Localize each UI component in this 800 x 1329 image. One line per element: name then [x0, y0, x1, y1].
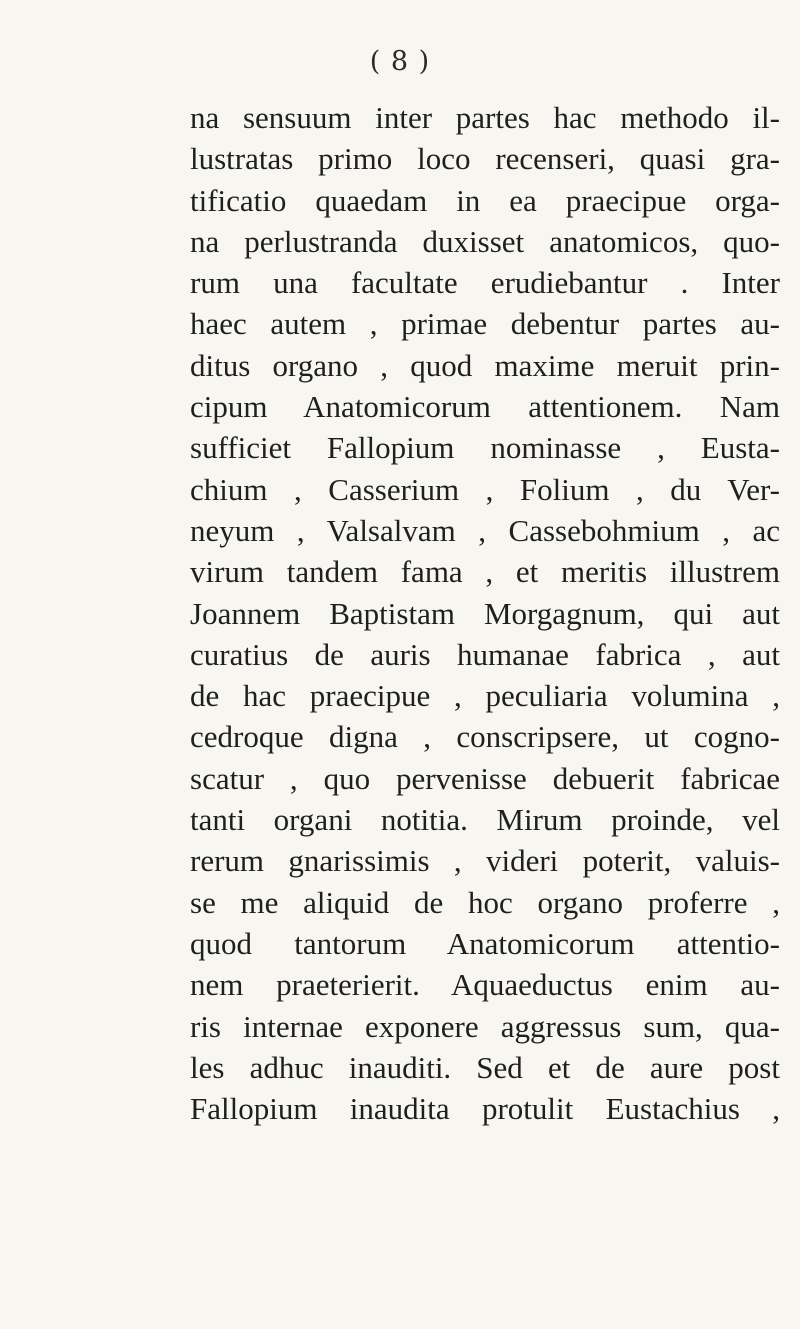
text-line: virum tandem fama , et meritis illustrem	[190, 554, 780, 590]
body-text	[190, 97, 780, 1129]
text-line: rum una facultate erudiebantur . Inter	[190, 265, 780, 301]
text-line: na perlustranda duxisset anatomicos, quo-	[190, 223, 780, 259]
text-line: tanti organi notitia. Mirum proinde, vel	[190, 802, 780, 838]
text-line: curatius de auris humanae fabrica , aut	[190, 636, 780, 672]
text-line: ris internae exponere aggressus sum, qua-	[190, 1008, 780, 1044]
text-line: tificatio quaedam in ea praecipue orga-	[190, 182, 780, 218]
text-line: Fallopium inaudita protulit Eustachius ,	[190, 1091, 780, 1127]
text-line: nem praeterierit. Aquaeductus enim au-	[190, 967, 780, 1003]
text-line: cedroque digna , conscripsere, ut cogno-	[190, 719, 780, 755]
text-line: na sensuum inter partes hac methodo il-	[190, 100, 780, 135]
text-line: ditus organo , quod maxime meruit prin-	[190, 347, 780, 383]
text-line: de hac praecipue , peculiaria volumina ,	[190, 678, 780, 714]
text-line: se me aliquid de hoc organo proferre ,	[190, 884, 780, 920]
text-line: haec autem , primae debentur partes au-	[190, 306, 780, 342]
page-number: ( 8 )	[369, 46, 431, 77]
text-line: sufficiet Fallopium nominasse , Eusta-	[190, 430, 780, 466]
text-line: neyum , Valsalvam , Cassebohmium , ac	[190, 512, 780, 548]
text-line: chium , Casserium , Folium , du Ver-	[190, 471, 780, 507]
text-line: rerum gnarissimis , videri poterit, valuis-	[190, 843, 780, 879]
text-line: Joannem Baptistam Morgagnum, qui aut	[190, 595, 780, 631]
text-line: scatur , quo pervenisse debuerit fabricae	[190, 760, 780, 796]
text-line: cipum Anatomicorum attentionem. Nam	[190, 389, 780, 425]
text-line: quod tantorum Anatomicorum attentio-	[190, 925, 780, 961]
text-line: les adhuc inauditi. Sed et de aure post	[190, 1049, 780, 1085]
text-line: lustratas primo loco recenseri, quasi gra-	[190, 141, 780, 177]
